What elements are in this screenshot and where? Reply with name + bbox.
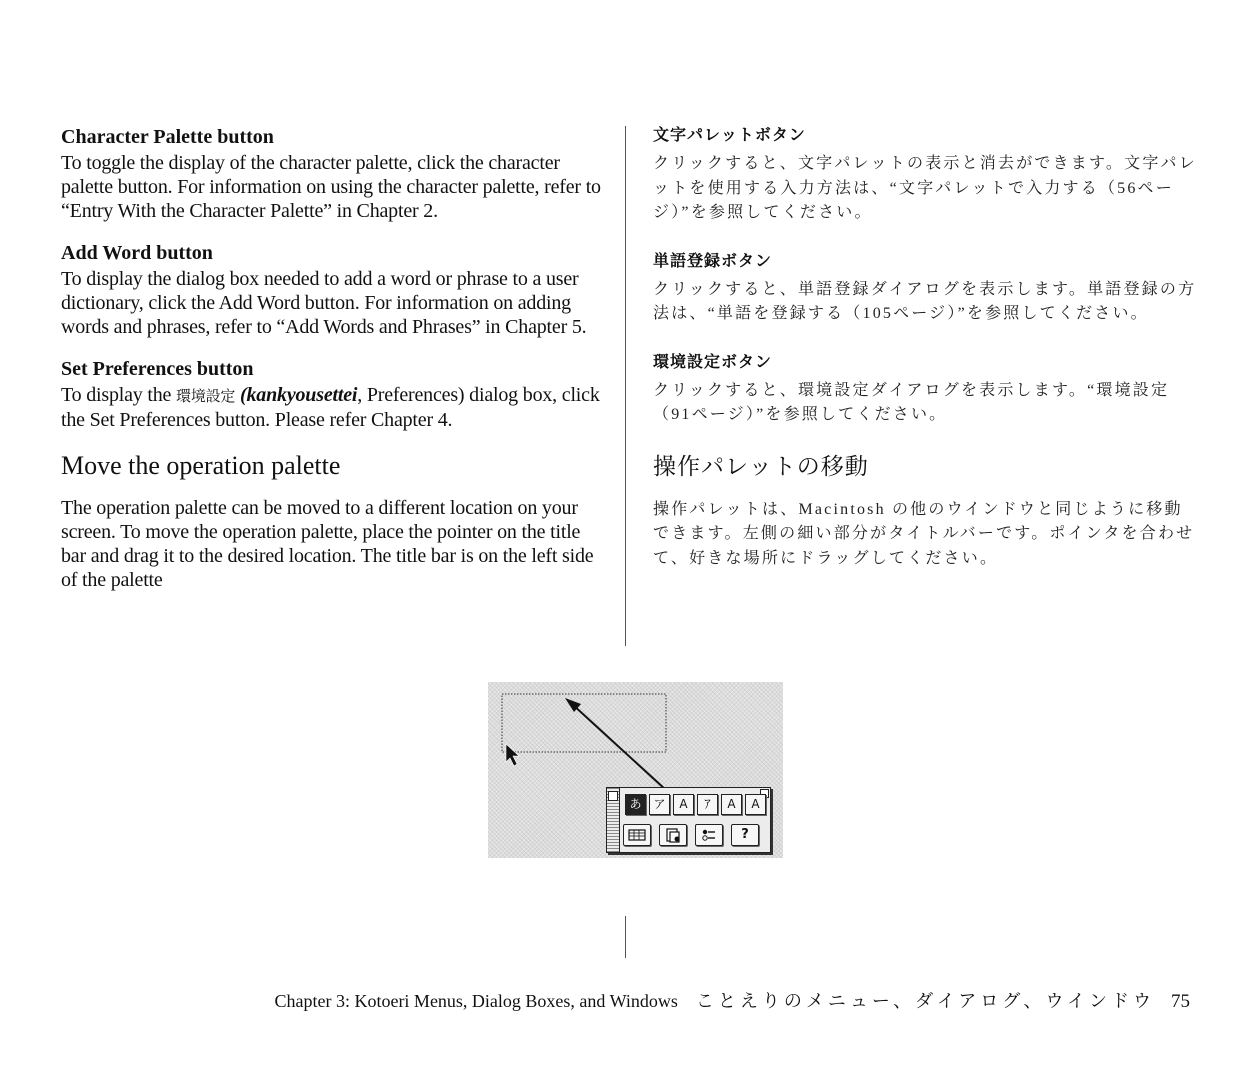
preferences-icon bbox=[696, 825, 722, 845]
katakana-mode-button[interactable]: ア bbox=[649, 794, 670, 815]
jp-body-add-word: クリックすると、単語登録ダイアログを表示します。単語登録の方法は、“単語を登録する（105ページ）”を参照してください。 bbox=[653, 280, 1197, 322]
drag-arrow-line bbox=[572, 704, 666, 790]
footer-chapter-jp: ことえりのメニュー、ダイアログ、ウインドウ bbox=[695, 991, 1155, 1011]
jp-body-set-preferences: クリックすると、環境設定ダイアログを表示します。“環境設定（91ページ）”を参照してください。 bbox=[653, 381, 1170, 423]
page-number: 75 bbox=[1171, 991, 1190, 1012]
add-word-icon bbox=[660, 825, 686, 845]
jp-heading-add-word: 単語登録ボタン bbox=[653, 252, 773, 270]
jp-move-palette-body: 操作パレットは、Macintosh の他のウインドウと同じように移動できます。左側の細い部分がタイトルバーです。ポインタを合わせて、好きな場所にドラッグしてください。 bbox=[653, 500, 1195, 567]
japanese-column bbox=[653, 124, 1198, 595]
english-column bbox=[61, 124, 606, 609]
direct-input-button[interactable]: A bbox=[745, 794, 766, 815]
hiragana-mode-button[interactable]: あ bbox=[625, 794, 646, 815]
prefs-jp-term: 環境設定 bbox=[176, 387, 236, 405]
section-body-set-preferences bbox=[61, 383, 606, 432]
mouse-pointer-icon bbox=[506, 744, 519, 766]
operation-palette[interactable] bbox=[606, 787, 771, 853]
add-word-button[interactable] bbox=[659, 824, 687, 846]
footer-divider bbox=[625, 916, 626, 958]
jp-heading-set-preferences: 環境設定ボタン bbox=[653, 353, 773, 371]
section-body-character-palette: To toggle the display of the character palette, click the character palette button. For information on using the character palette, refer to “Entry With the Character Palette” in Chapter 2. bbox=[61, 152, 601, 222]
halfwidth-katakana-button[interactable]: ｱ bbox=[697, 794, 718, 815]
fullwidth-roman-button[interactable]: A bbox=[673, 794, 694, 815]
prefs-body-post: , Preferences) dialog box, click the Set Preferences button. Please refer Chapter 4. bbox=[61, 384, 600, 431]
palette-title-bar[interactable] bbox=[607, 788, 620, 852]
prefs-romaji: (kankyousettei bbox=[240, 384, 358, 406]
set-preferences-button[interactable] bbox=[695, 824, 723, 846]
jp-heading-character-palette: 文字パレットボタン bbox=[653, 127, 806, 144]
move-palette-heading: Move the operation palette bbox=[61, 451, 341, 480]
halfwidth-roman-button[interactable]: A bbox=[721, 794, 742, 815]
page-footer bbox=[274, 989, 1190, 1014]
section-heading-character-palette: Character Palette button bbox=[61, 126, 274, 148]
character-palette-button[interactable] bbox=[623, 824, 651, 846]
section-heading-set-preferences: Set Preferences button bbox=[61, 358, 254, 380]
jp-body-character-palette: クリックすると、文字パレットの表示と消去ができます。文字パレットを使用する入力方法は、“文字パレットで入力する（56ページ）”を参照してください。 bbox=[653, 155, 1197, 221]
help-button[interactable]: ? bbox=[731, 824, 759, 846]
section-body-add-word: To display the dialog box needed to add a word or phrase to a user dictionary, click the Add Word button. For information on adding words and phrases, refer to “Add Words and Phrases” in Chapter 5. bbox=[61, 268, 587, 338]
palette-drag-figure bbox=[488, 682, 783, 858]
drag-outline bbox=[502, 694, 666, 752]
move-palette-body: The operation palette can be moved to a different location on your screen. To move the operation palette, place the pointer on the title bar and drag it to the desired location. The title bar is on the left side of the palette bbox=[61, 497, 594, 591]
footer-chapter-en: Chapter 3: Kotoeri Menus, Dialog Boxes, and Windows bbox=[274, 991, 678, 1011]
palette-close-box[interactable] bbox=[608, 791, 618, 801]
keyboard-icon bbox=[624, 825, 650, 845]
section-heading-add-word: Add Word button bbox=[61, 242, 213, 264]
column-divider bbox=[625, 126, 626, 646]
prefs-body-pre: To display the bbox=[61, 384, 177, 406]
jp-move-palette-heading: 操作パレットの移動 bbox=[653, 453, 869, 479]
